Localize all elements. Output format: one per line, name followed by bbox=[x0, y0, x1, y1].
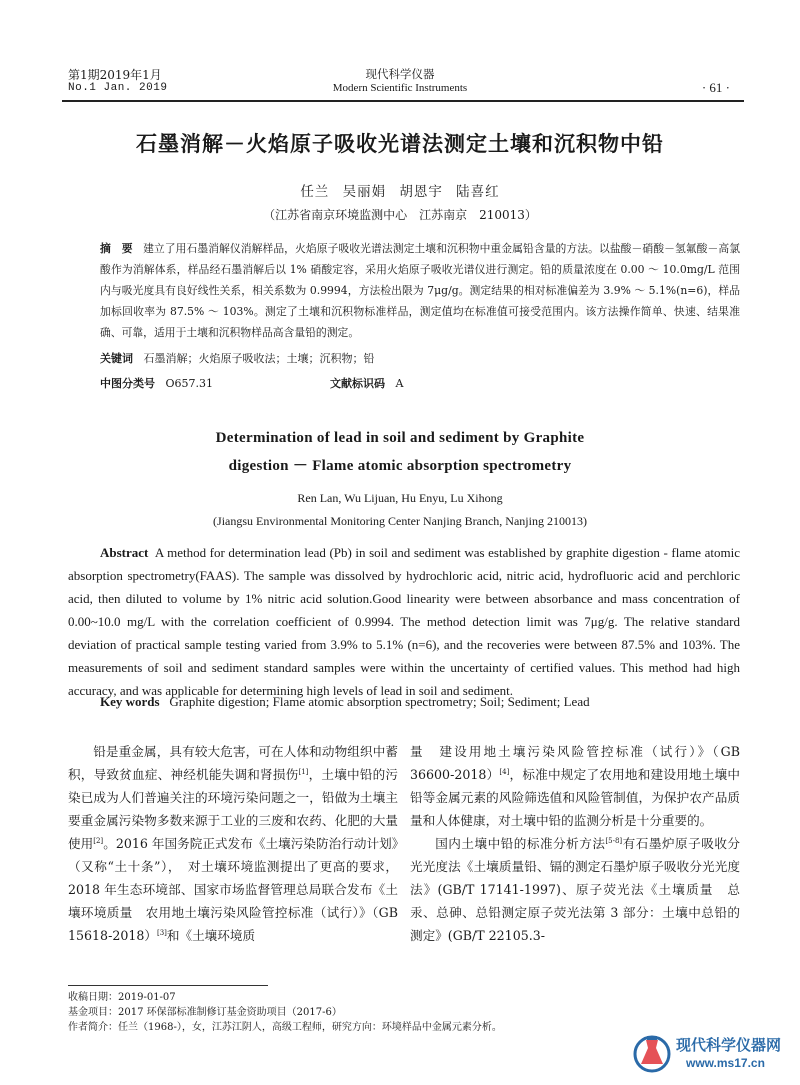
keywords-en-text: Graphite digestion; Flame atomic absorption spectrometry; Soil; Sediment; Lead bbox=[169, 694, 590, 709]
authors-en: Ren Lan, Wu Lijuan, Hu Enyu, Lu Xihong bbox=[297, 491, 503, 505]
title-en-line2: digestion － Flame atomic absorption spectrometry bbox=[228, 458, 572, 474]
body-paragraph: 铅是重金属，具有较大危害，可在人体和动物组织中蓄积，导致贫血症、神经机能失调和肾损伤[1]，土壤中铅的污染已成为人们普遍关注的环境污染问题之一，铅做为土壤主要重金属污染物多数来源于工业的三废和农药、化肥的大量使用[2]。2016 年国务院正式发布《土壤污染防治行动计划》（又称“土十条”）， 对土壤环境监测提出了更高的要求，2018 年生态环境部、国家市场监督管理总局联合发布《土壤环境质量 农用地土壤污染风险管控标准（试行）》（GB 15618-2018）[3]和《土壤环境质 bbox=[68, 744, 399, 943]
footnotes bbox=[68, 990, 502, 1035]
classification-cn-label: 中图分类号 bbox=[100, 377, 155, 390]
abstract-en-text: A method for determination lead (Pb) in soil and sediment was established by graphite digestion - flame atomic absorption spectrometry(FAAS). The sample was dissolved by hydrochloric acid, nitric acid, hydrofluoric acid and perchloric acid, then diluted to volume by 1% nitric acid solution.Good linearity were between absorbance and mass concentration of 0.00~10.0 mg/L with the correlation coefficient of 0.9994. The method detection limit was 7μg/g. The relative standard deviation of practical sample testing varied from 3.9% to 5.1% (n=6), and the recoveries were between 87.5% and 103%. The measurements of soil and sediment standard samples were within the uncertainty of certified values. This method had high accuracy, and was applicable for determining high levels of lead in soil and sediment. bbox=[68, 545, 740, 698]
body-paragraph: 量 建设用地土壤污染风险管控标准（试行）》（GB 36600-2018）[4]，标准中规定了农用地和建设用地土壤中铅等金属元素的风险筛选值和风险管制值，为保护农产品质量和人体健康，对土壤中铅的监测分析是十分重要的。 bbox=[410, 744, 740, 828]
keywords-cn-text: 石墨消解；火焰原子吸收法；土壤；沉积物；铅 bbox=[143, 352, 375, 365]
citation[interactable]: [5-8] bbox=[605, 836, 623, 845]
watermark-logo bbox=[630, 1030, 790, 1078]
doc-code-cn bbox=[330, 375, 403, 391]
keywords-cn bbox=[100, 350, 375, 366]
footnote-author: 作者简介：任兰（1968-），女，江苏江阴人，高级工程师，研究方向：环境样品中金属元素分析。 bbox=[68, 1022, 502, 1033]
citation[interactable]: [1] bbox=[298, 767, 309, 776]
issue-en: No.1 Jan. 2019 bbox=[68, 82, 168, 94]
title-cn: 石墨消解－火焰原子吸收光谱法测定土壤和沉积物中铅 bbox=[136, 132, 664, 156]
doc-code-cn-label: 文献标识码 bbox=[330, 377, 385, 390]
body-column-right bbox=[410, 740, 740, 947]
affiliation-cn: （江苏省南京环境监测中心 江苏南京 210013） bbox=[263, 208, 537, 222]
keywords-en bbox=[100, 694, 590, 710]
watermark-url[interactable]: www.ms17.cn bbox=[686, 1056, 765, 1070]
footnote-fund: 基金项目：2017 环保部标准制修订基金资助项目（2017-6） bbox=[68, 1007, 342, 1018]
citation[interactable]: [4] bbox=[499, 767, 510, 776]
abstract-cn-text: 建立了用石墨消解仪消解样品，火焰原子吸收光谱法测定土壤和沉积物中重金属铅含量的方法。以盐酸－硝酸－氢氟酸－高氯酸作为消解体系，样品经石墨消解后以 1% 硝酸定容，采用火焰原子吸收光谱仪进行测定。铅的质量浓度在 0.00 ～ 10.0mg/L 范围内与吸光度具有良好线性关系，相关系数为 0.9994，方法检出限为 7μg/g。测定结果的相对标准偏差为 3.9% ～ 5.1%(n=6)，样品加标回收率为 87.5% ～ 103%。测定了土壤和沉积物标准样品，测定值均在标准值可接受范围内。该方法操作简单、快速、结果准确、可靠，适用于土壤和沉积物样品高含量铅的测定。 bbox=[100, 242, 741, 339]
affiliation-en: (Jiangsu Environmental Monitoring Center Nanjing Branch, Nanjing 210013) bbox=[213, 514, 587, 528]
citation[interactable]: [2] bbox=[93, 836, 104, 845]
authors-cn: 任兰 吴丽娟 胡恩宇 陆喜红 bbox=[300, 184, 500, 200]
title-en-line1: Determination of lead in soil and sediment by Graphite bbox=[215, 430, 585, 446]
keywords-en-label: Key words bbox=[100, 694, 160, 709]
abstract-en-label: Abstract bbox=[100, 545, 149, 560]
journal-cn: 现代科学仪器 bbox=[365, 67, 435, 81]
journal-en: Modern Scientific Instruments bbox=[332, 82, 468, 94]
classification-cn bbox=[100, 375, 213, 391]
keywords-cn-label: 关键词 bbox=[100, 352, 133, 365]
flask-logo-icon bbox=[630, 1030, 674, 1074]
title-en bbox=[0, 424, 800, 480]
abstract-cn bbox=[100, 238, 740, 343]
footnote-received: 收稿日期：2019-01-07 bbox=[68, 992, 176, 1003]
abstract-en bbox=[68, 541, 740, 702]
issue-cn: 第1期2019年1月 bbox=[68, 68, 162, 82]
body-paragraph: 国内土壤中铅的标准分析方法[5-8]有石墨炉原子吸收分光光度法《土壤质量铅、镉的测定石墨炉原子吸收分光光度法》(GB/T 17141-1997)、原子荧光法《土壤质量 总汞、总砷、总铅测定原子荧光法第 3 部分：土壤中总铅的测定》(GB/T 22105.3- bbox=[410, 836, 741, 943]
doc-code-cn-text: A bbox=[395, 377, 404, 390]
page-number: · 61 · bbox=[701, 80, 730, 95]
header-rule bbox=[62, 100, 744, 102]
abstract-cn-label: 摘 要 bbox=[100, 242, 133, 255]
footnote-rule bbox=[68, 985, 268, 986]
citation[interactable]: [3] bbox=[156, 928, 167, 937]
watermark-text: 现代科学仪器网 bbox=[676, 1036, 782, 1054]
body-column-left bbox=[68, 740, 398, 947]
classification-cn-text: O657.31 bbox=[165, 377, 214, 390]
